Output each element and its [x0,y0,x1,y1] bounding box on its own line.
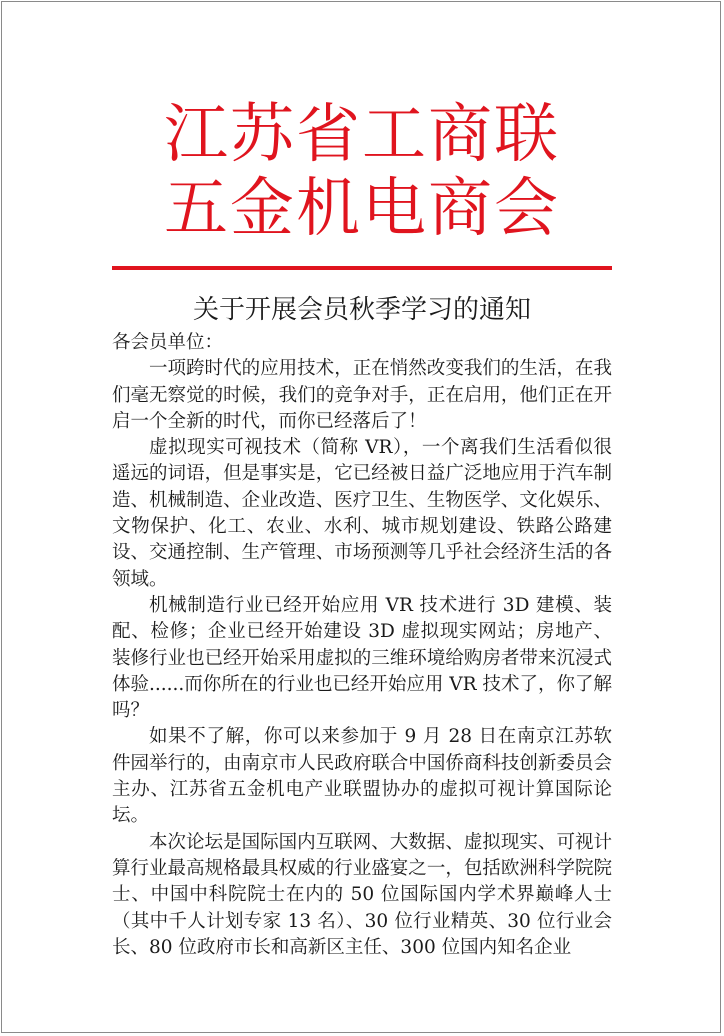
salutation: 各会员单位： [112,332,224,353]
organization-header [2,98,721,246]
paragraph-1: 一项跨时代的应用技术，正在悄然改变我们的生活，在我们毫无察觉的时候，我们的竞争对手，正在启用，他们正在开启一个全新的时代，而你已经落后了！ [112,358,612,432]
paragraph-3: 机械制造行业已经开始应用 VR 技术进行 3D 建模、装配、检修；企业已经开始建设 3D 虚拟现实网站；房地产、装修行业也已经开始采用虚拟的三维环境给购房者带来沉浸式体验......而你所在的行业也已经开始应用 VR 技术了，你了解吗？ [112,594,612,722]
paragraph-2: 虚拟现实可视技术（简称 VR），一个离我们生活看似很遥远的词语，但是事实是，它已经被日益广泛地应用于汽车制造、机械制造、企业改造、医疗卫生、生物医学、文化娱乐、文物保护、化工、农业、水利、城市规划建设、铁路公路建设、交通控制、生产管理、市场预测等几乎社会经济生活的各领域。 [112,437,612,590]
paragraph-4: 如果不了解，你可以来参加于 9 月 28 日在南京江苏软件园举行的，由南京市人民政府联合中国侨商科技创新委员会主办、江苏省五金机电产业联盟协办的虚拟可视计算国际论坛。 [112,726,612,827]
document-page [1,1,721,1033]
org-name-line-2: 五金机电商会 [164,172,560,246]
header-divider [112,266,612,270]
notice-title: 关于开展会员秋季学习的通知 [192,295,531,325]
org-name-line-1: 江苏省工商联 [164,98,560,172]
notice-body [112,330,612,961]
paragraph-5: 本次论坛是国际国内互联网、大数据、虚拟现实、可视计算行业最高规格最具权威的行业盛宴之一，包括欧洲科学院院士、中国中科院院士在内的 50 位国际国内学术界巅峰人士（其中千人计划专家 13 名）、30 位行业精英、30 位行业会长、80 位政府市长和高新区主任、300 位国内知名企业 [112,831,612,958]
